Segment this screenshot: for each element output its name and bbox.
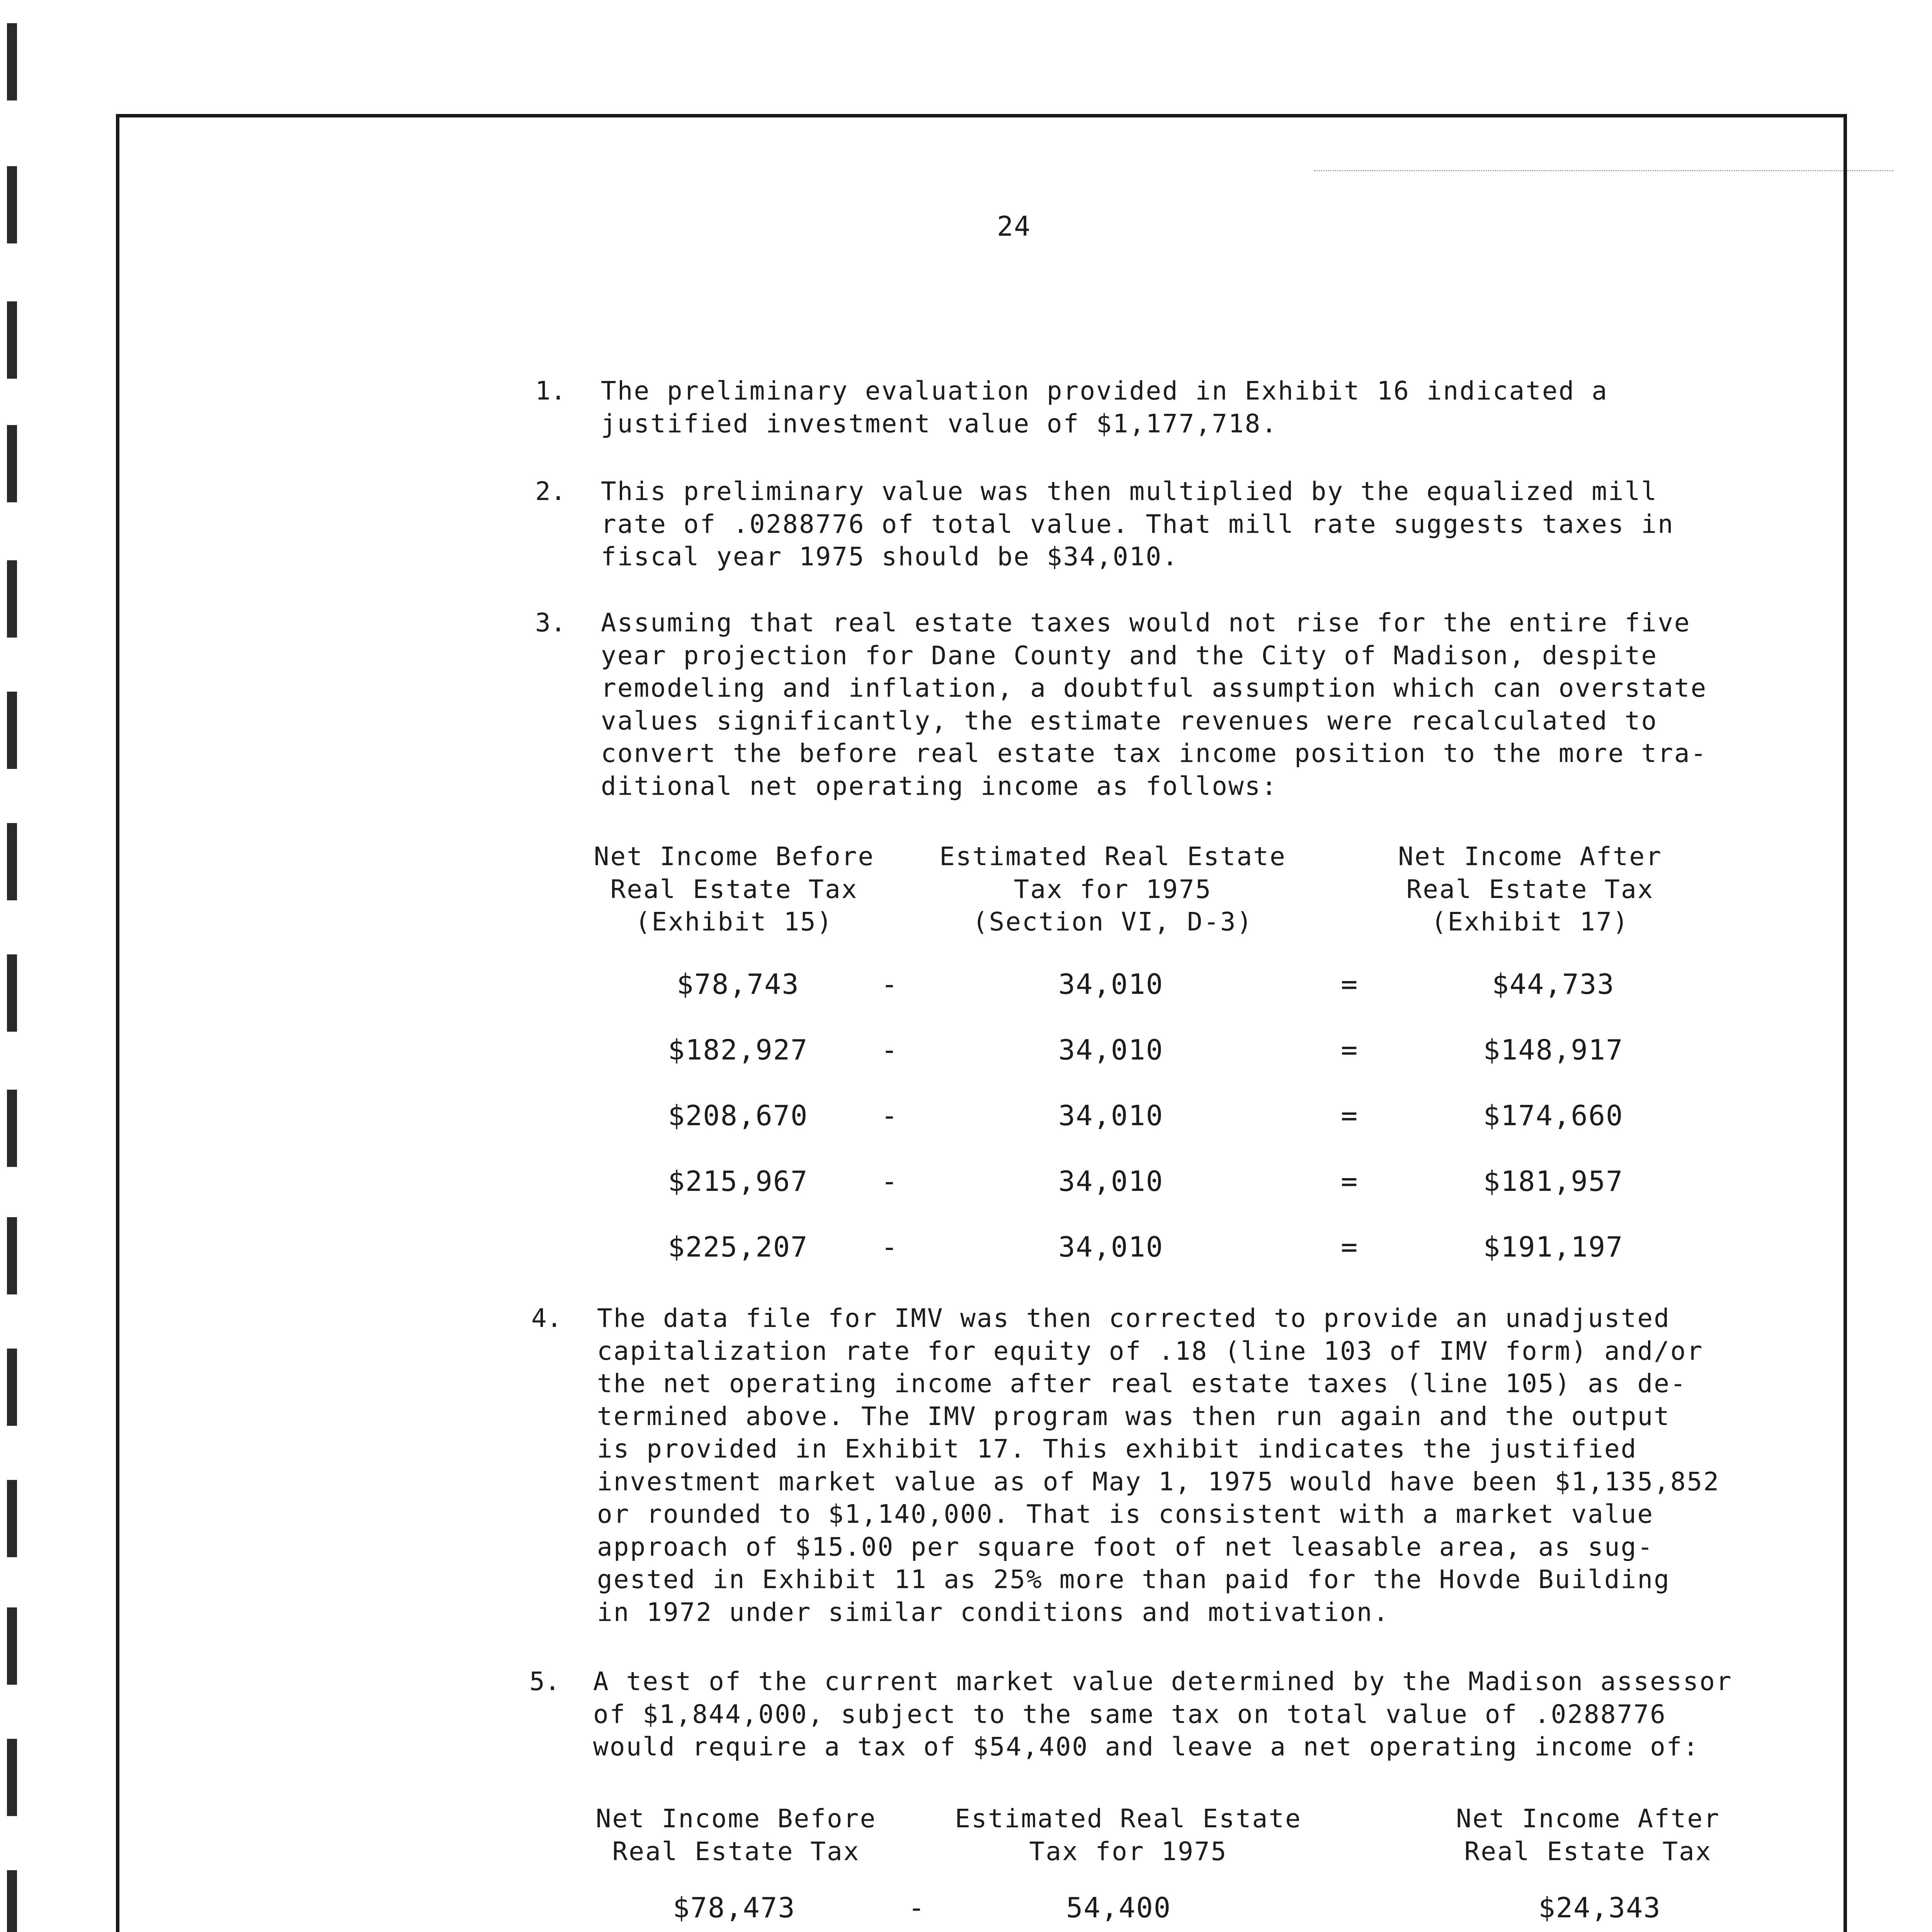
paragraph-line: investment market value as of May 1, 1975 would have been $1,135,852: [597, 1466, 1720, 1497]
header-line: Net Income Before: [595, 1804, 877, 1833]
paragraph-line: of $1,844,000, subject to the same tax on total value of .0288776: [593, 1699, 1667, 1729]
header-line: Real Estate Tax: [1464, 1836, 1712, 1866]
binder-mark: [7, 1870, 17, 1932]
table2-after: $24,343: [1538, 1891, 1661, 1924]
equals-sign: =: [1341, 1231, 1358, 1263]
item-number: 5.: [529, 1667, 560, 1696]
table1-tax: 34,010: [1058, 1034, 1164, 1066]
paragraph-5: [593, 1665, 1733, 1764]
equals-sign: =: [1341, 968, 1358, 1000]
table1-before: $215,967: [668, 1165, 808, 1197]
table1-tax: 34,010: [1058, 1165, 1164, 1197]
paragraph-line: rate of .0288776 of total value. That mill rate suggests taxes in: [601, 509, 1674, 539]
table2-header-before: [578, 1803, 895, 1868]
table2-header-after: [1441, 1803, 1735, 1868]
paragraph-line: values significantly, the estimate revenues were recalculated to: [601, 706, 1658, 736]
header-line: (Section VI, D-3): [972, 907, 1253, 937]
table1-after: $191,197: [1483, 1231, 1624, 1263]
binder-mark: [7, 1090, 17, 1167]
binder-mark: [7, 1480, 17, 1557]
binder-mark: [7, 1349, 17, 1426]
item-number: 2.: [535, 476, 566, 506]
paragraph-line: approach of $15.00 per square foot of net leasable area, as sug-: [597, 1532, 1654, 1562]
paragraph-3: [601, 607, 1707, 803]
paragraph-line: termined above. The IMV program was then run again and the output: [597, 1401, 1670, 1431]
binder-mark: [7, 692, 17, 769]
paragraph-4: [597, 1302, 1720, 1629]
paragraph-line: would require a tax of $54,400 and leave a net operating income of:: [593, 1732, 1700, 1762]
paragraph-line: The preliminary evaluation provided in Exhibit 16 indicated a: [601, 376, 1608, 406]
minus-sign: -: [881, 968, 898, 1000]
paragraph-line: convert the before real estate tax income position to the more tra-: [601, 738, 1708, 768]
table1-before: $225,207: [668, 1231, 808, 1263]
table2-tax: 54,400: [1066, 1891, 1172, 1924]
binder-strip: [0, 0, 23, 1932]
paragraph-line: ditional net operating income as follows:: [601, 771, 1278, 801]
table1-after: $44,733: [1492, 968, 1615, 1000]
header-line: (Exhibit 17): [1431, 907, 1629, 937]
binder-mark: [7, 425, 17, 502]
minus-sign: -: [881, 1231, 898, 1263]
paragraph-line: fiscal year 1975 should be $34,010.: [601, 542, 1179, 571]
table2-before: $78,473: [673, 1891, 796, 1924]
table1-after: $174,660: [1483, 1099, 1624, 1132]
table1-tax: 34,010: [1058, 1231, 1164, 1263]
table1-before: $208,670: [668, 1099, 808, 1132]
table1-before: $182,927: [668, 1034, 808, 1066]
binder-mark: [7, 560, 17, 638]
item-number: 1.: [535, 376, 566, 406]
paragraph-line: This preliminary value was then multiplied by the equalized mill: [601, 476, 1658, 506]
paragraph-2: [601, 475, 1674, 573]
minus-sign: -: [881, 1165, 898, 1197]
paragraph-line: The data file for IMV was then corrected to provide an unadjusted: [597, 1303, 1670, 1333]
binder-mark: [7, 954, 17, 1032]
header-line: Net Income Before: [594, 842, 875, 871]
paragraph-line: in 1972 under similar conditions and motivation.: [597, 1597, 1390, 1627]
table1-after: $148,917: [1483, 1034, 1624, 1066]
binder-mark: [7, 301, 17, 379]
paragraph-line: justified investment value of $1,177,718.: [601, 408, 1278, 439]
table2-header-tax: [943, 1803, 1314, 1868]
binder-mark: [7, 823, 17, 900]
paragraph-line: Assuming that real estate taxes would not rise for the entire five: [601, 608, 1691, 638]
binder-mark: [7, 166, 17, 243]
header-line: Net Income After: [1398, 842, 1662, 871]
item-number: 3.: [535, 608, 566, 638]
page-number: 24: [997, 211, 1031, 242]
header-line: (Exhibit 15): [635, 907, 833, 937]
equals-sign: =: [1341, 1034, 1358, 1066]
paragraph-line: A test of the current market value determined by the Madison assessor: [593, 1667, 1733, 1696]
header-line: Tax for 1975: [1014, 874, 1212, 904]
table1-tax: 34,010: [1058, 1099, 1164, 1132]
header-line: Real Estate Tax: [612, 1836, 860, 1866]
paragraph-line: is provided in Exhibit 17. This exhibit indicates the justified: [597, 1434, 1638, 1464]
paragraph-1: [601, 375, 1608, 440]
binder-mark: [7, 1607, 17, 1685]
header-line: Real Estate Tax: [1406, 874, 1654, 904]
minus-sign: -: [908, 1891, 925, 1924]
table1-before: $78,743: [677, 968, 799, 1000]
equals-sign: =: [1341, 1099, 1358, 1132]
table1-tax: 34,010: [1058, 968, 1164, 1000]
binder-mark: [7, 1217, 17, 1294]
table1-header-after: [1383, 840, 1677, 939]
header-line: Estimated Real Estate: [939, 842, 1286, 871]
header-line: Real Estate Tax: [610, 874, 858, 904]
minus-sign: -: [881, 1099, 898, 1132]
paragraph-line: the net operating income after real estate taxes (line 105) as de-: [597, 1369, 1687, 1398]
paragraph-line: remodeling and inflation, a doubtful assumption which can overstate: [601, 673, 1708, 703]
equals-sign: =: [1341, 1165, 1358, 1197]
header-line: Net Income After: [1456, 1804, 1720, 1833]
item-number: 4.: [531, 1303, 562, 1333]
paragraph-line: gested in Exhibit 11 as 25% more than paid for the Hovde Building: [597, 1565, 1670, 1594]
header-line: Tax for 1975: [1029, 1836, 1228, 1866]
paragraph-line: year projection for Dane County and the City of Madison, despite: [601, 640, 1658, 670]
binder-mark: [7, 1739, 17, 1816]
table1-header-before: [576, 840, 893, 939]
minus-sign: -: [881, 1034, 898, 1066]
header-line: Estimated Real Estate: [955, 1804, 1302, 1833]
paragraph-line: or rounded to $1,140,000. That is consistent with a market value: [597, 1499, 1654, 1529]
table1-header-tax: [927, 840, 1298, 939]
table1-after: $181,957: [1483, 1165, 1624, 1197]
paragraph-line: capitalization rate for equity of .18 (line 103 of IMV form) and/or: [597, 1336, 1704, 1366]
binder-mark: [7, 23, 17, 100]
